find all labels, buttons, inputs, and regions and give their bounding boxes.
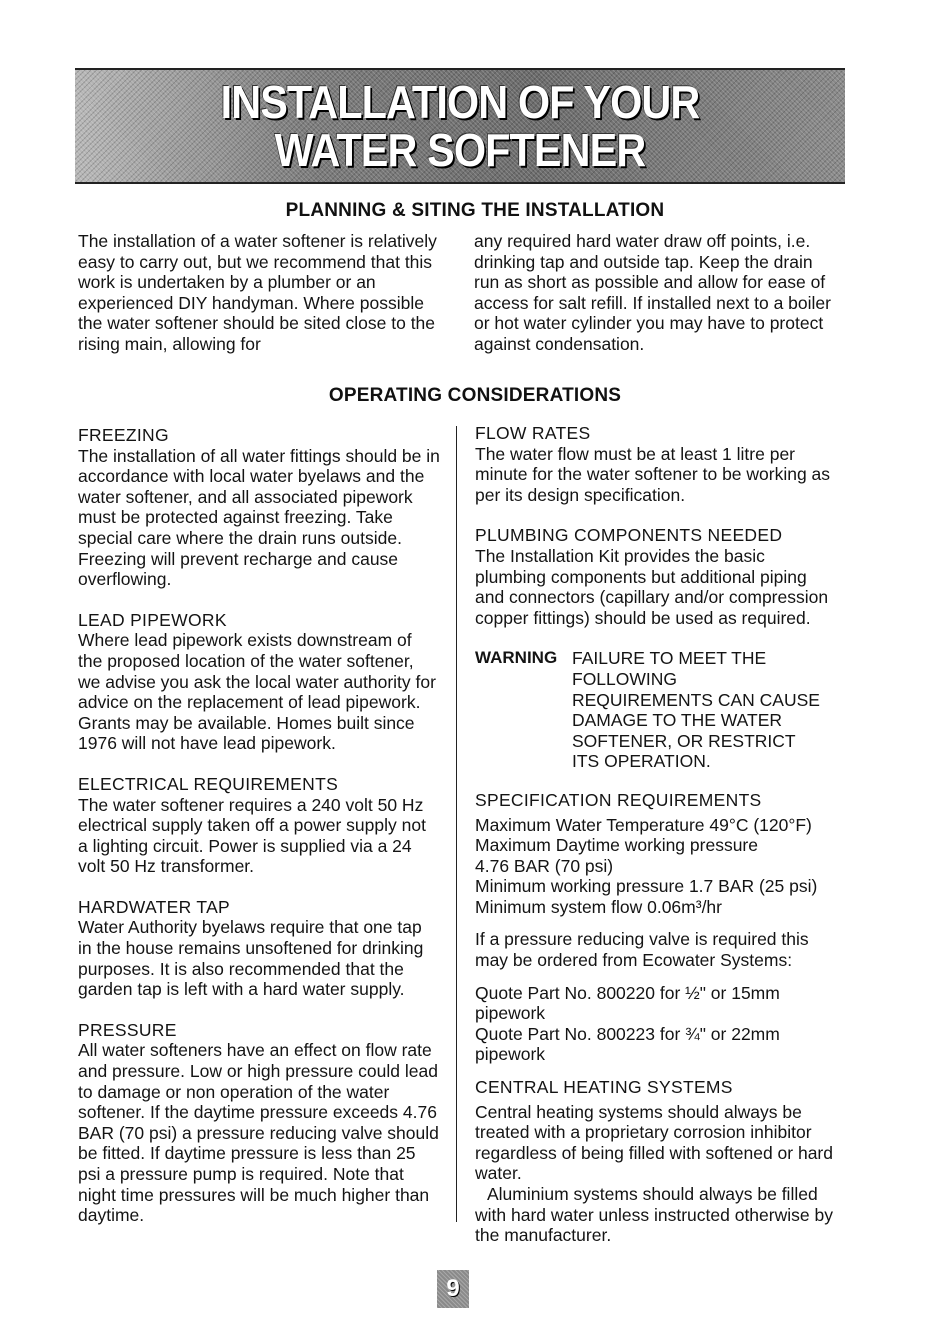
flow-rates-body: The water flow must be at least 1 litre per minute for the water softener to be working as per its design specification. (475, 443, 831, 505)
title-banner (75, 68, 845, 184)
banner-title-line-1: INSTALLATION OF YOUR (220, 76, 700, 128)
plumbing-body: The Installation Kit provides the basic plumbing components but additional piping and connectors (capillary and/or compression copper fittings) should be used as required. (475, 545, 829, 628)
hardwater-tap-title: HARDWATER TAP (78, 896, 231, 917)
planning-text-left (78, 231, 438, 355)
spec-line: Maximum Water Temperature 49°C (120°F) (475, 814, 812, 835)
operating-right-column (475, 423, 837, 1246)
central-heating-body-1: Central heating systems should always be treated with a proprietary corrosion inhibitor regardless of being filled with softened or hard water. (475, 1101, 833, 1184)
pressure-body: All water softeners have an effect on flow rate and pressure. Low or high pressure could lead to damage or non operation of the water softener. If the daytime pressure exceeds 4.76 BAR (70 psi) a pressure reducing valve should be fitted. If daytime pressure is less than 25 psi a pressure pump is required. Note that night time pressures will be much higher than daytime. (78, 1040, 439, 1226)
spec-line: Minimum system flow 0.06m³/hr (475, 896, 722, 917)
freezing-body: The installation of all water fittings should be in accordance with local water byelaws and the water softener, and all associated pipework must be protected against freezing. Take special care where the drain runs outside. Freezing will prevent recharge and cause overflowing. (78, 445, 440, 590)
spec-line: Minimum working pressure 1.7 BAR (25 psi) (475, 876, 818, 897)
operating-left-column (78, 425, 440, 1246)
lead-pipework-section (78, 610, 440, 754)
flow-rates-title: FLOW RATES (475, 423, 591, 443)
pressure-valve-note: If a pressure reducing valve is required this may be ordered from Ecowater Systems: (475, 929, 809, 971)
quote-part-2: Quote Part No. 800223 for ¾" or 22mm pipework (475, 1023, 780, 1065)
planning-text-right (474, 231, 834, 355)
freezing-title: FREEZING (78, 425, 169, 445)
specification-section (475, 790, 837, 918)
spec-line: 4.76 BAR (70 psi) (475, 855, 614, 876)
page-number: 9 (437, 1270, 469, 1308)
central-heating-section (475, 1077, 837, 1246)
hardwater-tap-section (78, 897, 440, 1000)
planning-left-paragraph: The installation of a water softener is relatively easy to carry out, but we recommend that this work is undertaken by a plumber or an experienced DIY handyman. Where possible the water softener should be sited close to the rising main, allowing for (78, 231, 437, 354)
hardwater-tap-body: Water Authority byelaws require that one tap in the house remains unsoftened for drinking purposes. It is also recommended that the garden tap is left with a hard water supply. (78, 917, 424, 1000)
lead-pipework-title: LEAD PIPEWORK (78, 609, 227, 630)
flow-rates-section (475, 423, 837, 505)
planning-heading: PLANNING & SITING THE INSTALLATION (285, 200, 665, 221)
pressure-title: PRESSURE (78, 1019, 177, 1040)
electrical-section (78, 774, 440, 877)
freezing-section (78, 425, 440, 590)
pressure-section (78, 1020, 440, 1226)
spec-line: Maximum Daytime working pressure (475, 835, 758, 856)
banner-title-line-2: WATER SOFTENER (274, 124, 646, 176)
warning-block (475, 648, 837, 772)
electrical-title: ELECTRICAL REQUIREMENTS (78, 773, 339, 794)
quote-part-1: Quote Part No. 800220 for ½" or 15mm pipework (475, 982, 780, 1024)
warning-text: FAILURE TO MEET THE FOLLOWING REQUIREMENTS CAN CAUSE DAMAGE TO THE WATER SOFTENER, OR RESTRICT ITS OPERATION. (572, 648, 820, 772)
lead-pipework-body: Where lead pipework exists downstream of the proposed location of the water softener, we advise you ask the local water authority for advice on the replacement of lead pipework. Grants may be available. Homes built since 1976 will not have lead pipework. (78, 630, 436, 754)
specification-title: SPECIFICATION REQUIREMENTS (475, 789, 762, 810)
electrical-body: The water softener requires a 240 volt 50 Hz electrical supply taken off a power supply not a lighting circuit. Power is supplied via a 24 volt 50 Hz transformer. (78, 794, 426, 877)
plumbing-section (475, 525, 837, 628)
central-heating-body-2: Aluminium systems should always be filled with hard water unless instructed otherwise by the manufacturer. (475, 1184, 833, 1246)
plumbing-title: PLUMBING COMPONENTS NEEDED (475, 525, 783, 546)
planning-right-paragraph: any required hard water draw off points, i.e. drinking tap and outside tap. Keep the drain run as short as possible and allow for ease of access for salt refill. If installed next to a boiler or hot water cylinder you may have to protect against condensation. (474, 231, 831, 354)
warning-label: WARNING (475, 648, 558, 668)
operating-heading: OPERATING CONSIDERATIONS (328, 385, 622, 406)
central-heating-title: CENTRAL HEATING SYSTEMS (475, 1077, 733, 1098)
column-divider (456, 426, 457, 1222)
